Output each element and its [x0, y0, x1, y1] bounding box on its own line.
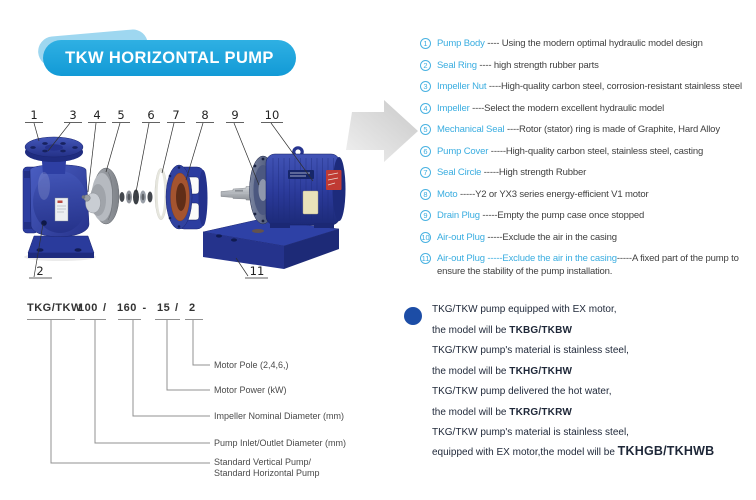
part-description: -----High strength Rubber: [481, 167, 587, 178]
callout-number: 4: [93, 108, 101, 122]
item-number-badge: 10: [421, 232, 430, 242]
pump-cover-illustration: [166, 165, 208, 229]
model-code-separator: /: [175, 302, 179, 314]
item-number-badge: 3: [420, 81, 431, 92]
list-item: [420, 124, 754, 137]
callout-number: 10: [264, 108, 280, 122]
model-code-segment: TKG/TKW: [27, 302, 82, 314]
part-name: Impeller: [437, 102, 470, 114]
note-line: TKG/TKW pump's material is stainless steel,: [432, 345, 629, 356]
label-standard-pump: [214, 457, 320, 479]
item-number-badge: 7: [420, 167, 431, 178]
note-statement: [432, 341, 752, 382]
part-description: -----Exclude the air in the casing: [484, 231, 617, 243]
callout-number: 5: [117, 108, 125, 122]
part-name: Impeller Nut: [437, 81, 487, 92]
part-name: Seal Circle: [437, 167, 482, 178]
note-statement: [432, 423, 752, 460]
callout-number: 1: [30, 108, 38, 122]
item-number-badge: 5: [420, 124, 431, 135]
part-description: ---- Using the modern optimal hydraulic model design: [484, 38, 703, 49]
item-number-badge: 6: [420, 146, 431, 157]
list-item: [420, 210, 754, 223]
part-name: Pump Cover: [437, 145, 489, 157]
note-line: the model will be TKBG/TKBW: [432, 324, 573, 336]
list-item: [420, 232, 754, 245]
part-description: -----A fixed part of the pump to ensure the stability of the pump installation.: [437, 253, 739, 277]
note-statement: [432, 382, 752, 423]
callout-number: 3: [69, 108, 77, 122]
note-line: TKG/TKW pump's material is stainless steel,: [432, 427, 629, 438]
note-line: TKG/TKW pump delivered the hot water,: [432, 386, 612, 397]
list-item: [420, 81, 754, 94]
model-code-segment: 100: [78, 302, 98, 314]
item-number-badge: 8: [420, 189, 431, 200]
label-standard-line2: Standard Horizontal Pump: [214, 468, 320, 478]
item-number-badge: 9: [420, 210, 431, 221]
model-code-segment: 2: [189, 302, 196, 314]
note-statement: [432, 300, 752, 341]
model-code-separator: -: [142, 302, 147, 314]
list-item: [420, 189, 754, 202]
pump-exploded-diagram: [0, 92, 430, 292]
label-standard-line1: Standard Vertical Pump/: [214, 457, 312, 467]
part-name: Air-out Plug: [437, 231, 485, 243]
part-name: Drain Plug: [437, 210, 480, 221]
callout-number: 6: [147, 108, 155, 122]
list-item: [420, 38, 754, 51]
list-item: [420, 167, 754, 180]
callout-number: 2: [36, 264, 44, 278]
arrow-right-icon: [346, 100, 418, 162]
note-line: equipped with EX motor,the model will be TKHGB/TKHWB: [432, 443, 715, 458]
callout-number: 11: [249, 264, 265, 278]
label-impeller-diameter: Impeller Nominal Diameter (mm): [214, 411, 345, 421]
callout-number: 8: [201, 108, 209, 122]
item-number-badge: 4: [420, 103, 431, 114]
callout-number: 9: [231, 108, 239, 122]
model-name: TKHG/TKHW: [509, 365, 573, 377]
item-number-badge: 1: [420, 38, 431, 49]
note-line: TKG/TKW pump equipped with EX motor,: [432, 304, 617, 315]
part-description: ----High-quality carbon steel, corrosion-resistant stainless steel: [486, 81, 742, 92]
part-name: Pump Body: [437, 38, 485, 49]
part-description: -----High-quality carbon steel, stainless steel, casting: [488, 145, 704, 157]
part-description: ----Rotor (stator) ring is made of Graphite, Hard Alloy: [504, 124, 720, 135]
model-code-breakdown-lines: [0, 300, 380, 480]
part-name: Air-out Plug -----Exclude the air in the casing: [437, 253, 617, 264]
part-description: -----Empty the pump case once stopped: [479, 210, 645, 221]
part-name: Moto: [437, 188, 458, 200]
part-description: ----Select the modern excellent hydraulic model: [469, 102, 665, 114]
label-inlet-outlet: Pump Inlet/Outlet Diameter (mm): [214, 438, 347, 448]
model-name: TKRG/TKRW: [509, 406, 572, 418]
list-item: [420, 146, 754, 159]
model-notes: [432, 300, 752, 460]
model-code-separator: /: [103, 302, 107, 314]
title-banner: [43, 40, 296, 76]
part-description: ---- high strength rubber parts: [476, 59, 599, 71]
note-line: the model will be TKRG/TKRW: [432, 406, 572, 418]
model-code-segment: 160: [117, 302, 137, 314]
callout-number: 7: [172, 108, 180, 122]
page-title: TKW HORIZONTAL PUMP: [65, 48, 274, 67]
model-name: TKHGB/TKHWB: [617, 443, 715, 458]
list-item: [420, 60, 754, 73]
part-description: -----Y2 or YX3 series energy-efficient V1 motor: [457, 188, 649, 200]
part-name: Mechanical Seal: [437, 124, 505, 135]
list-item: [420, 103, 754, 116]
label-motor-power: Motor Power (kW): [214, 385, 287, 395]
bullet-icon: [404, 307, 422, 325]
item-number-badge: 11: [421, 254, 430, 263]
item-number-badge: 2: [420, 60, 431, 71]
model-name: TKBG/TKBW: [509, 324, 573, 336]
model-code-segment: 15: [157, 302, 171, 314]
part-name: Seal Ring: [437, 59, 477, 71]
list-item: [420, 253, 754, 278]
seal-circle-illustration: [155, 169, 167, 220]
label-motor-pole: Motor Pole (2,4,6,): [214, 360, 289, 370]
note-line: the model will be TKHG/TKHW: [432, 365, 573, 377]
parts-list: [420, 38, 754, 287]
